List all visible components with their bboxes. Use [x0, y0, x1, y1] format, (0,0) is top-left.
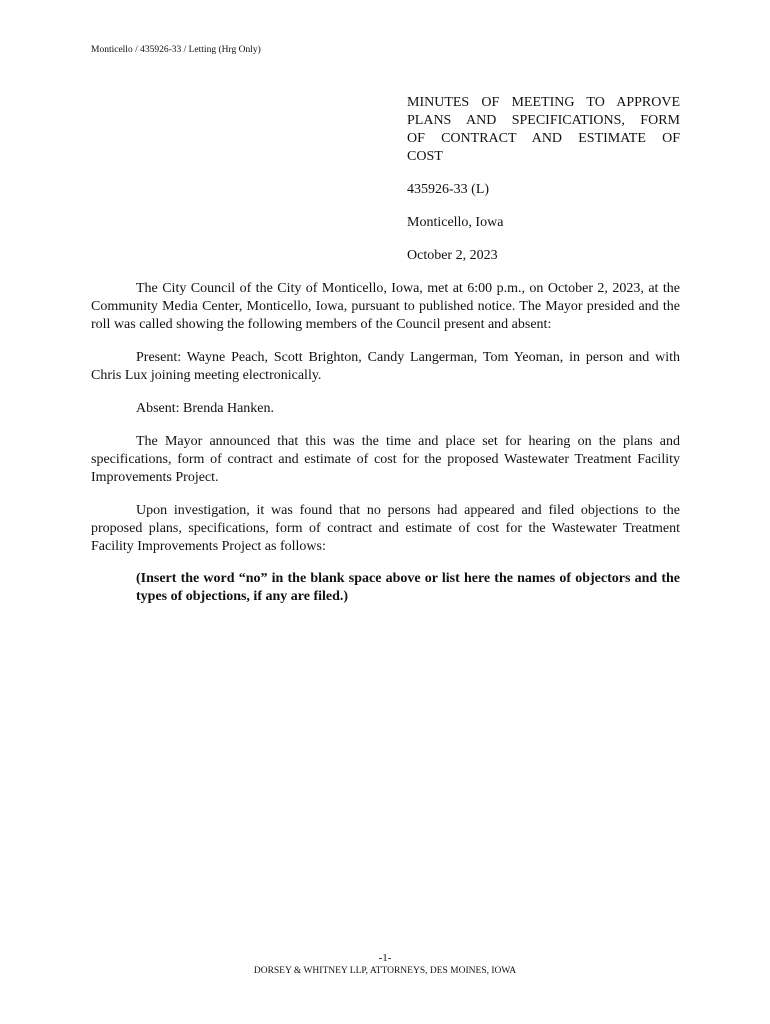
title-line: COST — [407, 149, 443, 164]
title-block — [407, 94, 680, 265]
firm-footer: DORSEY & WHITNEY LLP, ATTORNEYS, DES MOINES, IOWA — [253, 966, 517, 976]
hearing-announcement: The Mayor announced that this was the time and place set for hearing on the plans and specifications, form of contract and estimate of cost for the proposed Wastewater Treatment Facility Improvements Project. — [91, 434, 680, 485]
objections-finding: Upon investigation, it was found that no persons had appeared and filed objections to the proposed plans, specifications, form of contract and estimate of cost for the Wastewater Treatment Facility Improvements Project as follows: — [91, 503, 680, 554]
document-title — [407, 94, 680, 166]
title-line: PLANS AND SPECIFICATIONS, FORM — [407, 113, 680, 128]
title-line: MINUTES OF MEETING TO APPROVE — [407, 95, 680, 110]
minutes-body — [91, 280, 680, 606]
objections-instruction: (Insert the word “no” in the blank space above or list here the names of objectors and the types of objections, if any are filed.) — [136, 571, 680, 604]
document-reference: Monticello / 435926-33 / Letting (Hrg Only) — [91, 45, 261, 55]
absent-members: Absent: Brenda Hanken. — [136, 401, 275, 416]
file-number: 435926-33 (L) — [407, 182, 490, 197]
meeting-date: October 2, 2023 — [407, 248, 498, 263]
location: Monticello, Iowa — [407, 215, 504, 230]
present-members: Present: Wayne Peach, Scott Brighton, Candy Langerman, Tom Yeoman, in person and with Chris Lux joining meeting electronically. — [91, 350, 680, 383]
page-number: -1- — [378, 952, 392, 964]
meeting-paragraph: The City Council of the City of Monticello, Iowa, met at 6:00 p.m., on October 2, 2023, at the Community Media Center, Monticello, Iowa, pursuant to published notice. The Mayor presided and the roll was called showing the following members of the Council present and absent: — [91, 281, 680, 332]
title-line: OF CONTRACT AND ESTIMATE OF — [407, 131, 680, 146]
